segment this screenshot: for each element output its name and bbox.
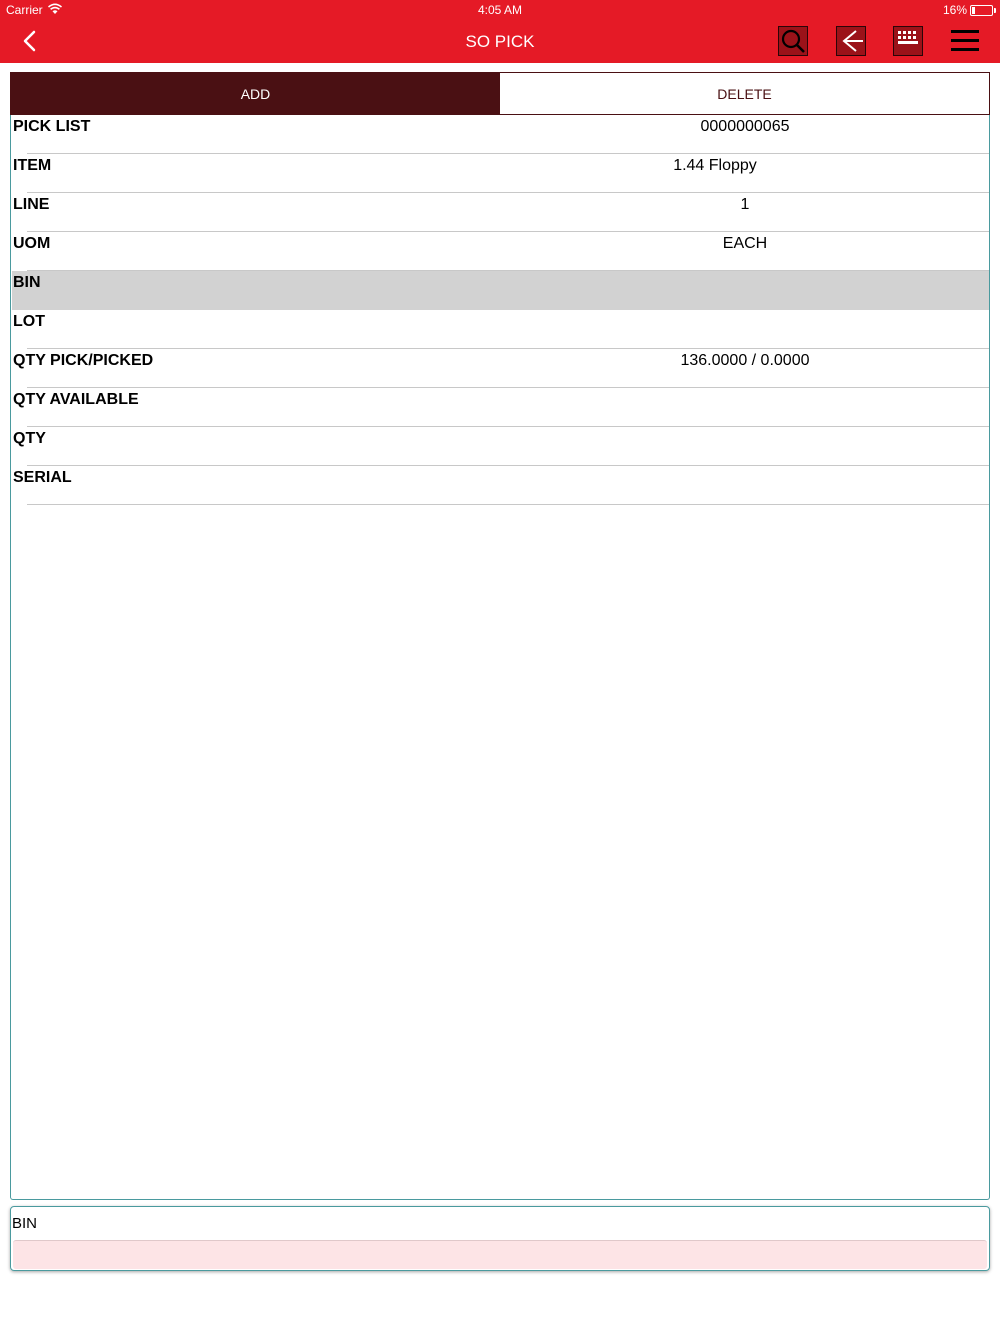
row-label: LOT [13,313,45,330]
delete-tab[interactable]: DELETE [500,73,989,114]
row-label: QTY AVAILABLE [13,391,139,408]
menu-icon[interactable] [950,26,980,56]
divider [27,504,989,505]
bin-input[interactable] [13,1240,987,1269]
add-delete-segmented-control [10,72,990,115]
add-tab[interactable]: ADD [11,73,500,114]
row-label: BIN [13,274,41,291]
row-item[interactable] [12,154,989,193]
row-qty[interactable] [12,427,989,466]
row-pick-list[interactable] [12,115,989,154]
row-bin[interactable] [12,271,989,310]
search-icon[interactable] [778,26,808,56]
row-value: 0000000065 [700,118,790,135]
nav-bar [0,20,1000,63]
row-label: PICK LIST [13,118,91,135]
row-label: QTY [13,430,46,447]
reverse-icon[interactable] [836,26,866,56]
row-qty-pick-picked[interactable] [12,349,989,388]
row-uom[interactable] [12,232,989,271]
row-value: 136.0000 / 0.0000 [680,352,810,369]
bin-entry-panel [10,1206,990,1271]
row-serial[interactable] [12,466,989,505]
clock: 4:05 AM [477,3,523,17]
row-lot[interactable] [12,310,989,349]
keyboard-icon[interactable] [893,26,923,56]
row-label: QTY PICK/PICKED [13,352,154,369]
row-value: 1.44 Floppy [673,157,757,174]
field-list [10,115,990,1200]
entry-label: BIN [12,1215,38,1232]
battery-icon [970,5,993,16]
status-bar [0,0,1000,20]
row-value: EACH [722,235,768,252]
row-label: LINE [13,196,50,213]
page-title: SO PICK [465,32,535,51]
row-label: UOM [13,235,51,252]
row-line[interactable] [12,193,989,232]
row-value: 1 [740,196,750,213]
row-label: ITEM [13,157,52,174]
row-label: SERIAL [13,469,72,486]
battery-percent: 16% [942,3,967,17]
row-qty-available[interactable] [12,388,989,427]
carrier-label: Carrier [6,3,43,17]
